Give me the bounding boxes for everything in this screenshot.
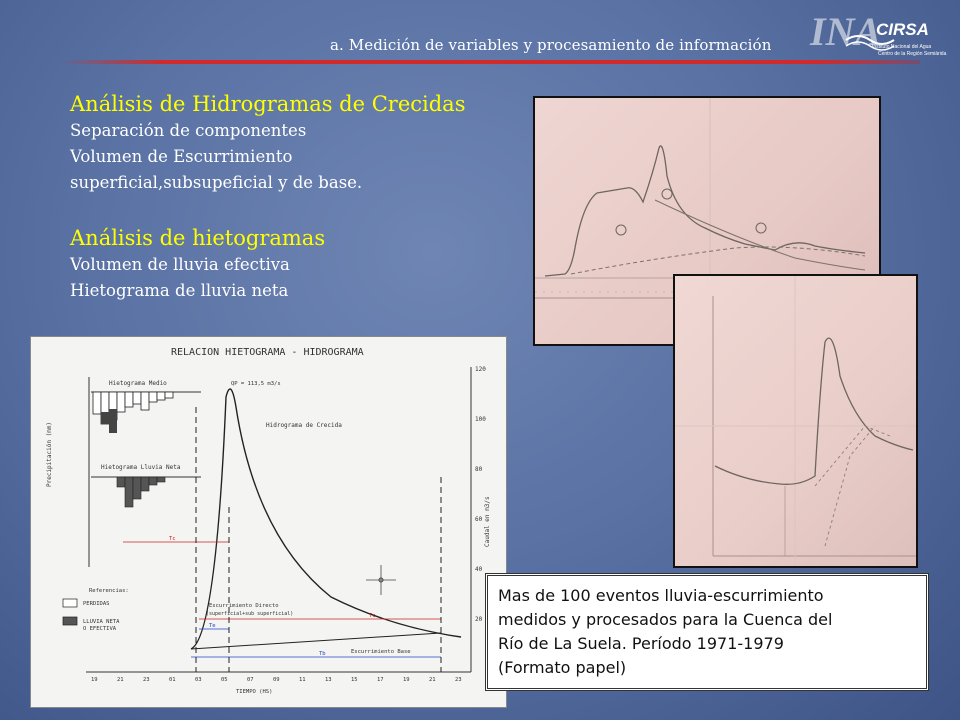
te-label: Te bbox=[209, 623, 216, 629]
x-tick-7: 09 bbox=[273, 677, 280, 683]
hyetograph-hydrograph-figure bbox=[30, 336, 507, 708]
logo-subtitle-1: Instituto Nacional del Agua bbox=[872, 44, 932, 50]
escurrimiento-directo-sub-label: (superficial+sub superficial) bbox=[206, 611, 294, 617]
x-tick-2: 23 bbox=[143, 677, 150, 683]
hydrograph-scan-2-drawing bbox=[675, 276, 916, 566]
section1-line-2: Volumen de Escurrimiento bbox=[70, 147, 293, 166]
logo-ina-text: INA bbox=[810, 9, 882, 54]
hietograma-neta-label: Hietograma Lluvia Neta bbox=[101, 464, 181, 471]
qp-label: QP = 113,5 m3/s bbox=[231, 381, 281, 387]
hietograma-medio-label: Hietograma Medio bbox=[109, 380, 167, 387]
section2-line-1: Volumen de lluvia efectiva bbox=[70, 255, 290, 274]
section-header: a. Medición de variables y procesamiento de información bbox=[330, 36, 772, 54]
figure-title: RELACION HIETOGRAMA - HIDROGRAMA bbox=[171, 347, 364, 358]
y-tick-40: 40 bbox=[475, 566, 483, 573]
caption-line-4: (Formato papel) bbox=[498, 658, 627, 677]
ina-cirsa-logo bbox=[800, 6, 950, 68]
hyetograph-hydrograph-drawing bbox=[31, 337, 506, 707]
hidrograma-label: Hidrograma de Crecida bbox=[266, 422, 342, 429]
logo-cirsa-text: CIRSA bbox=[876, 20, 929, 39]
x-tick-1: 21 bbox=[117, 677, 124, 683]
y-tick-20: 20 bbox=[475, 616, 483, 623]
caption-line-1: Mas de 100 eventos lluvia-escurrimiento bbox=[498, 586, 824, 605]
x-tick-5: 05 bbox=[221, 677, 228, 683]
y-tick-60: 60 bbox=[475, 516, 483, 523]
tb-label: Tb bbox=[319, 651, 326, 657]
escurrimiento-directo-label: Escurrimiento Directo bbox=[209, 603, 279, 609]
perdidas-label: PERDIDAS bbox=[83, 601, 110, 607]
section1-line-3: superficial,subsupeficial y de base. bbox=[70, 173, 363, 192]
referencias-label: Referencias: bbox=[89, 588, 129, 594]
x-tick-9: 13 bbox=[325, 677, 332, 683]
ylabel-right: Caudal en m3/s bbox=[484, 496, 491, 547]
xlabel: TIEMPO (HS) bbox=[236, 689, 273, 695]
tc-label-1: Tc bbox=[169, 536, 176, 542]
y-tick-100: 100 bbox=[475, 416, 486, 423]
hyetograph-analysis-title: Análisis de hietogramas bbox=[70, 226, 326, 250]
section2-line-2: Hietograma de lluvia neta bbox=[70, 281, 289, 300]
lluvia-neta-label: LLUVIA NETA bbox=[83, 619, 120, 625]
caption-box bbox=[485, 573, 929, 691]
hydrograph-analysis-title: Análisis de Hidrogramas de Crecidas bbox=[70, 92, 466, 116]
x-tick-3: 01 bbox=[169, 677, 176, 683]
scanned-hydrograph-2 bbox=[673, 274, 918, 568]
efectiva-label: O EFECTIVA bbox=[83, 626, 117, 632]
ylabel-left: Precipitación (mm) bbox=[46, 421, 53, 487]
escurrimiento-base-label: Escurrimiento Base bbox=[351, 649, 411, 655]
caption-line-2: medidos y procesados para la Cuenca del bbox=[498, 610, 833, 629]
x-tick-4: 03 bbox=[195, 677, 202, 683]
x-tick-0: 19 bbox=[91, 677, 98, 683]
x-tick-6: 07 bbox=[247, 677, 254, 683]
logo-subtitle-2: Centro de la Región Semiárida bbox=[878, 51, 947, 57]
x-tick-12: 19 bbox=[403, 677, 410, 683]
x-tick-11: 17 bbox=[377, 677, 384, 683]
header-rule bbox=[60, 60, 920, 64]
section1-line-1: Separación de componentes bbox=[70, 121, 307, 140]
caption-line-3: Río de La Suela. Período 1971-1979 bbox=[498, 634, 784, 653]
x-tick-8: 11 bbox=[299, 677, 306, 683]
x-tick-13: 21 bbox=[429, 677, 436, 683]
y-tick-80: 80 bbox=[475, 466, 483, 473]
x-tick-14: 23 bbox=[455, 677, 462, 683]
x-tick-10: 15 bbox=[351, 677, 358, 683]
tc-label-2: Tc bbox=[369, 613, 376, 619]
y-tick-120: 120 bbox=[475, 366, 486, 373]
